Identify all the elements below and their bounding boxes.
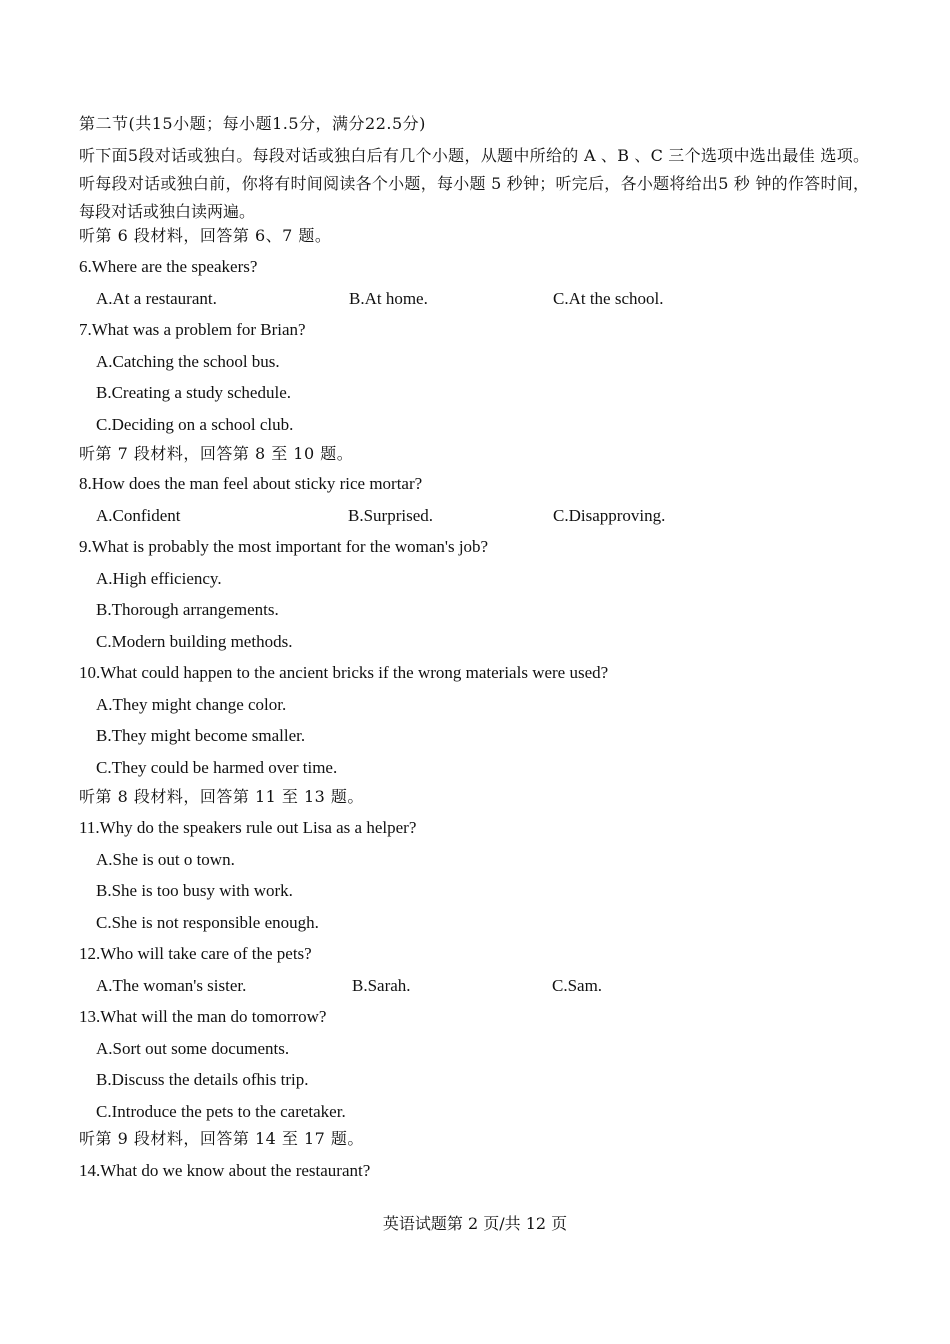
q6-option-b: B.At home. [349,289,428,308]
question-8: 8.How does the man feel about sticky rice mortar? [79,474,423,493]
section-header: 第二节(共15小题；每小题1.5分，满分22.5分) [79,114,426,133]
instructions: 听下面5段对话或独白。每段对话或独白后有几个小题，从题中所给的 A 、B 、C 三个选项中选出最佳 选项。听每段对话或独白前，你将有时间阅读各个小题，每小题 5 秒钟；听完后，各小题将给出5 秒 钟的作答时间，每段对话或独白读两遍。 [79,146,869,221]
q8-option-a: A.Confident [96,506,181,525]
q12-option-c: C.Sam. [552,976,603,995]
q6-option-a: A.At a restaurant. [96,289,217,308]
q9-option-a: A.High efficiency. [96,569,222,588]
question-6: 6.Where are the speakers? [79,257,258,276]
question-10: 10.What could happen to the ancient bricks if the wrong materials were used? [79,663,609,682]
q12-option-b: B.Sarah. [352,976,411,995]
q12-option-a: A.The woman's sister. [96,976,247,995]
q13-option-a: A.Sort out some documents. [96,1039,290,1058]
question-12: 12.Who will take care of the pets? [79,944,312,963]
q10-option-b: B.They might become smaller. [96,726,306,745]
question-7: 7.What was a problem for Brian? [79,320,306,339]
q13-option-b: B.Discuss the details ofhis trip. [96,1070,309,1089]
q7-option-b: B.Creating a study schedule. [96,383,291,402]
q10-option-a: A.They might change color. [96,695,287,714]
question-13: 13.What will the man do tomorrow? [79,1007,327,1026]
q9-option-c: C.Modern building methods. [96,632,293,651]
q7-option-a: A.Catching the school bus. [96,352,280,371]
q8-option-c: C.Disapproving. [553,506,666,525]
q11-option-c: C.She is not responsible enough. [96,913,319,932]
question-11: 11.Why do the speakers rule out Lisa as a helper? [79,818,417,837]
group-heading-14-17: 听第 9 段材料，回答第 14 至 17 题。 [79,1129,364,1148]
question-14: 14.What do we know about the restaurant? [79,1161,371,1180]
q6-option-c: C.At the school. [553,289,664,308]
group-heading-8-10: 听第 7 段材料，回答第 8 至 10 题。 [79,444,354,463]
q7-option-c: C.Deciding on a school club. [96,415,294,434]
group-heading-6-7: 听第 6 段材料，回答第 6、7 题。 [79,226,332,245]
question-9: 9.What is probably the most important for the woman's job? [79,537,489,556]
q9-option-b: B.Thorough arrangements. [96,600,279,619]
q8-option-b: B.Surprised. [348,506,433,525]
q13-option-c: C.Introduce the pets to the caretaker. [96,1102,346,1121]
q10-option-c: C.They could be harmed over time. [96,758,338,777]
group-heading-11-13: 听第 8 段材料，回答第 11 至 13 题。 [79,787,364,806]
q11-option-a: A.She is out o town. [96,850,235,869]
q11-option-b: B.She is too busy with work. [96,881,293,900]
page-footer: 英语试题第 2 页/共 12 页 [382,1214,568,1233]
